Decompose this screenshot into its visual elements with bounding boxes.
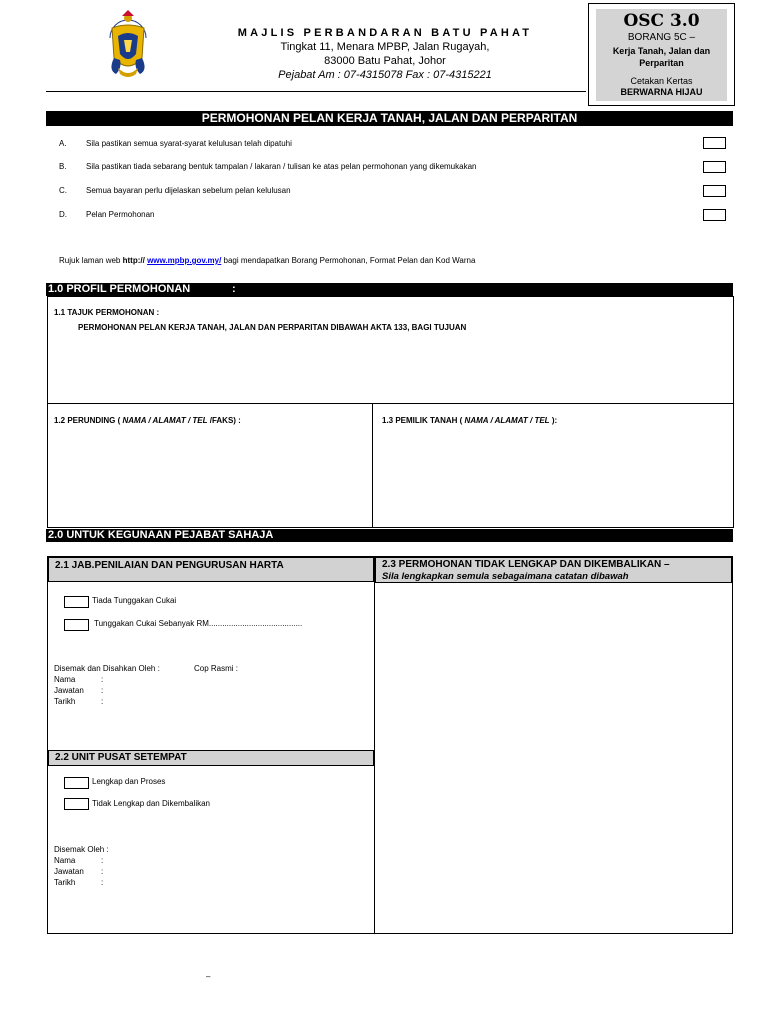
reference-line <box>59 256 475 265</box>
consultant-label <box>54 416 241 425</box>
consultant-label-suffix: /FAKS) : <box>209 416 241 425</box>
application-title-value: PERMOHONAN PELAN KERJA TANAH, JALAN DAN PERPARITAN DIBAWAH AKTA 133, BAGI TUJUAN <box>78 323 467 332</box>
position-colon: : <box>101 686 104 695</box>
name-colon: : <box>101 675 104 684</box>
incomplete-return-checkbox[interactable] <box>64 798 89 810</box>
tax-arrears-label: Tunggakan Cukai Sebanyak RM.......................................... <box>94 619 303 628</box>
return-notes-area[interactable] <box>376 584 732 933</box>
section-1-colon: : <box>232 283 236 295</box>
reference-http: http:// <box>122 256 145 265</box>
checklist-checkbox-c[interactable] <box>703 185 726 197</box>
form-desc-line-1: Kerja Tanah, Jalan dan <box>612 46 711 56</box>
official-stamp-label: Cop Rasmi : <box>194 664 239 673</box>
form-code: BORANG 5C – <box>627 32 696 43</box>
incomplete-header-title: 2.3 PERMOHONAN TIDAK LENGKAP DAN DIKEMBALIKAN – <box>382 559 670 570</box>
checklist-letter-d: D. <box>59 210 67 219</box>
land-owner-box[interactable] <box>372 403 734 528</box>
section-1-title: 1.0 PROFIL PERMOHONAN <box>48 283 191 295</box>
osc-form-box <box>588 3 735 106</box>
checklist-text-b: Sila pastikan tiada sebarang bentuk tampalan / lakaran / tulisan ke atas pelan permohonan yang dikemukakan <box>86 162 477 171</box>
one-stop-unit-header: 2.2 UNIT PUSAT SETEMPAT <box>48 750 374 766</box>
consultant-label-prefix: 1.2 PERUNDING ( <box>54 416 121 425</box>
website-link[interactable]: www.mpbp.gov.my/ <box>147 256 222 265</box>
no-tax-arrears-label: Tiada Tunggakan Cukai <box>92 596 177 605</box>
address-line-1: Tingkat 11, Menara MPBP, Jalan Rugayah, <box>280 41 490 53</box>
council-logo <box>102 8 154 84</box>
checklist-letter-c: C. <box>59 186 67 195</box>
name-label-2: Nama <box>54 856 76 865</box>
contact-info: Pejabat Am : 07-4315078 Fax : 07-4315221 <box>278 69 492 81</box>
address-line-2: 83000 Batu Pahat, Johor <box>324 55 446 67</box>
checklist-text-d: Pelan Permohonan <box>86 210 155 219</box>
print-label: Cetakan Kertas <box>630 76 693 86</box>
name-label: Nama <box>54 675 76 684</box>
form-desc-line-2: Perparitan <box>639 58 684 68</box>
checklist-letter-a: A. <box>59 139 67 148</box>
checklist-text-c: Semua bayaran perlu dijelaskan sebelum pelan kelulusan <box>86 186 291 195</box>
date-label-2: Tarikh <box>54 878 76 887</box>
checklist-checkbox-d[interactable] <box>703 209 726 221</box>
position-label: Jawatan <box>54 686 84 695</box>
position-colon-2: : <box>101 867 104 876</box>
checklist-letter-b: B. <box>59 162 67 171</box>
application-title-label: 1.1 TAJUK PERMOHONAN : <box>54 308 160 317</box>
complete-process-label: Lengkap dan Proses <box>92 777 166 786</box>
land-owner-label-fields: NAMA / ALAMAT / TEL <box>464 416 550 425</box>
osc-title: OSC 3.0 <box>623 11 700 31</box>
reference-prefix: Rujuk laman web <box>59 256 121 265</box>
osc-form-panel <box>596 9 727 101</box>
name-colon-2: : <box>101 856 104 865</box>
date-label: Tarikh <box>54 697 76 706</box>
incomplete-return-label: Tidak Lengkap dan Dikembalikan <box>92 799 210 808</box>
complete-process-checkbox[interactable] <box>64 777 89 789</box>
position-label-2: Jawatan <box>54 867 84 876</box>
consultant-box[interactable] <box>47 403 373 528</box>
land-owner-label-prefix: 1.3 PEMILIK TANAH ( <box>382 416 463 425</box>
checklist-text-a: Sila pastikan semua syarat-syarat kelulusan telah dipatuhi <box>86 139 292 148</box>
valuation-dept-header: 2.1 JAB.PENILAIAN DAN PENGURUSAN HARTA <box>48 557 374 582</box>
section-2-bar: 2.0 UNTUK KEGUNAAN PEJABAT SAHAJA <box>46 529 733 542</box>
reference-suffix: bagi mendapatkan Borang Permohonan, Format Pelan dan Kod Warna <box>223 256 476 265</box>
tax-arrears-checkbox[interactable] <box>64 619 89 631</box>
incomplete-header-subtitle: Sila lengkapkan semula sebagaimana catatan dibawah <box>382 571 629 582</box>
incomplete-header <box>375 557 732 583</box>
land-owner-label <box>382 416 557 425</box>
header-divider <box>46 91 586 92</box>
checklist-checkbox-a[interactable] <box>703 137 726 149</box>
date-colon: : <box>101 697 104 706</box>
date-colon-2: : <box>101 878 104 887</box>
verified-by-label: Disemak dan Disahkan Oleh : <box>54 664 160 673</box>
office-use-divider <box>374 556 375 934</box>
consultant-label-fields: NAMA / ALAMAT / TEL <box>122 416 208 425</box>
organization-name: MAJLIS PERBANDARAN BATU PAHAT <box>237 27 533 39</box>
checklist-checkbox-b[interactable] <box>703 161 726 173</box>
no-tax-arrears-checkbox[interactable] <box>64 596 89 608</box>
main-title-bar: PERMOHONAN PELAN KERJA TANAH, JALAN DAN PERPARITAN <box>46 111 733 126</box>
print-color: BERWARNA HIJAU <box>620 87 703 97</box>
application-title-box[interactable] <box>47 296 734 404</box>
footer-dash: – <box>206 972 211 981</box>
checked-by-label: Disemak Oleh : <box>54 845 109 854</box>
section-1-bar <box>46 283 733 296</box>
land-owner-label-suffix: ): <box>551 416 558 425</box>
